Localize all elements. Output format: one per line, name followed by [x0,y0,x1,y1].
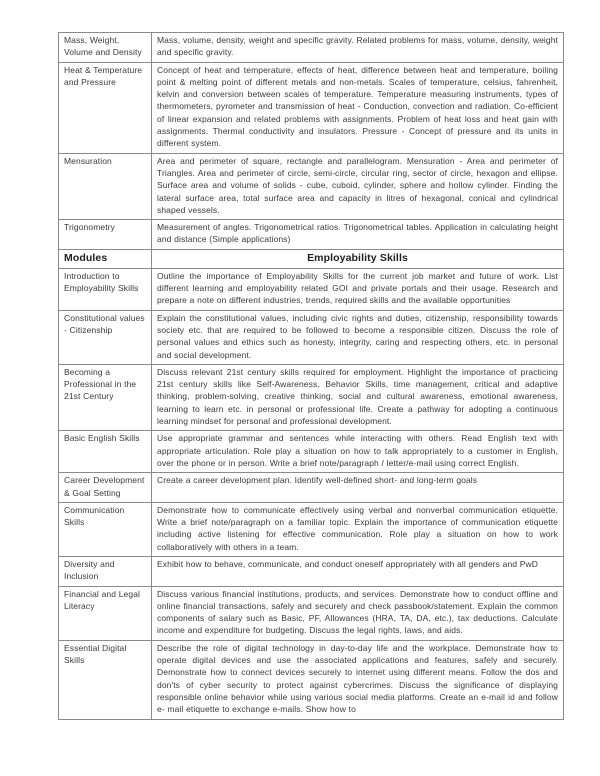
topic-cell: Trigonometry [59,220,152,250]
table-row [59,220,564,250]
description-cell: Explain the constitutional values, including civic rights and duties, citizenship, responsibility towards society etc. that are required to be followed to become a responsible citizen. Discuss the role of personal values and ethics such as honesty, integrity, caring and respecting others, etc. in personal and social development. [152,310,564,364]
table-row [59,364,564,430]
topic-cell: Basic English Skills [59,431,152,473]
table-row [59,431,564,473]
section-header-row [59,249,564,268]
description-cell: Exhibit how to behave, communicate, and conduct oneself appropriately with all genders and PwD [152,556,564,586]
table-row [59,310,564,364]
description-cell: Create a career development plan. Identify well-defined short- and long-term goals [152,473,564,503]
table-row [59,268,564,310]
table-row [59,586,564,640]
table-row [59,473,564,503]
topic-cell: Introduction to Employability Skills [59,268,152,310]
description-cell: Describe the role of digital technology in day-to-day life and the workplace. Demonstrate how to operate digital devices and use the associated applications and features, safely and securely. Demonstrate how to connect devices securely to internet using different means. Follow the dos and don'ts of cyber security to protect against cybercrimes. Discuss the significance of displaying responsible online behavior while using various social media platforms. Create an e-mail id and follow e- mail etiquette to exchange e-mails. Show how to [152,640,564,719]
topic-cell: Mass, Weight, Volume and Density [59,33,152,63]
description-cell: Concept of heat and temperature, effects of heat, difference between heat and temperature, boiling point & melting point of different metals and non-metals. Scales of temperature, celsius, fahrenheit, kelvin and conversion between scales of temperature. Temperature measuring instruments, types of thermometers, pyrometer and transmission of heat - Conduction, convection and radiation. Co-efficient of linear expansion and related problems with assignments. Problem of heat loss and heat gain with assignments. Thermal conductivity and insulators. Pressure - Concept of pressure and its units in different system. [152,62,564,153]
description-cell: Discuss relevant 21st century skills required for employment. Highlight the importance of practicing 21st century skills like Self-Awareness, Behavior Skills, time management, critical and adaptive thinking, problem-solving, creative thinking, social and cultural awareness, emotional awareness, learning to learn etc. in personal or professional life. Create a pathway for adopting a continuous learning mindset for personal and professional development. [152,364,564,430]
table-row [59,640,564,719]
description-cell: Measurement of angles. Trigonometrical ratios. Trigonometrical tables. Application in calculating height and distance (Simple applications) [152,220,564,250]
description-cell: Mass, volume, density, weight and specific gravity. Related problems for mass, volume, density, weight and specific gravity. [152,33,564,63]
topic-cell: Diversity and Inclusion [59,556,152,586]
topic-cell: Constitutional values - Citizenship [59,310,152,364]
table-row [59,502,564,556]
section-header-modules: Modules [59,249,152,268]
topic-cell: Heat & Temperature and Pressure [59,62,152,153]
topic-cell: Career Development & Goal Setting [59,473,152,503]
table-row [59,33,564,63]
description-cell: Demonstrate how to communicate effectively using verbal and nonverbal communication etiquette. Write a brief note/paragraph on a familiar topic. Explain the importance of communication etiquette including active listening for effective communication. Role play a situation on how to work collaboratively with others in a team. [152,502,564,556]
table-row [59,556,564,586]
topic-cell: Mensuration [59,153,152,219]
table-row [59,153,564,219]
description-cell: Use appropriate grammar and sentences while interacting with others. Read English text with appropriate articulation. Role play a situation on how to talk appropriately to a customer in English, over the phone or in person. Write a brief note/paragraph / letter/e-mail using correct English. [152,431,564,473]
topic-cell: Essential Digital Skills [59,640,152,719]
description-cell: Discuss various financial institutions, products, and services. Demonstrate how to conduct offline and online financial transactions, safely and securely and check passbook/statement. Explain the common components of salary such as Basic, PF, Allowances (HRA, TA, DA, etc.), tax deductions. Calculate income and expenditure for budgeting. Discuss the legal rights, laws, and aids. [152,586,564,640]
topic-cell: Financial and Legal Literacy [59,586,152,640]
table-row [59,62,564,153]
syllabus-table [58,32,564,720]
description-cell: Outline the importance of Employability Skills for the current job market and future of work. List different learning and employability related GOI and private portals and their usage. Research and prepare a note on different industries, trends, required skills and the available opportunities [152,268,564,310]
section-header-title: Employability Skills [152,249,564,268]
description-cell: Area and perimeter of square, rectangle and parallelogram. Mensuration - Area and perimeter of Triangles. Area and perimeter of circle, semi-circle, circular ring, sector of circle, hexagon and ellipse. Surface area and volume of solids - cube, cuboid, cylinder, sphere and hollow cylinder. Finding the lateral surface area, total surface area and capacity in litres of hexagonal, conical and cylindrical shaped vessels. [152,153,564,219]
topic-cell: Becoming a Professional in the 21st Century [59,364,152,430]
topic-cell: Communication Skills [59,502,152,556]
